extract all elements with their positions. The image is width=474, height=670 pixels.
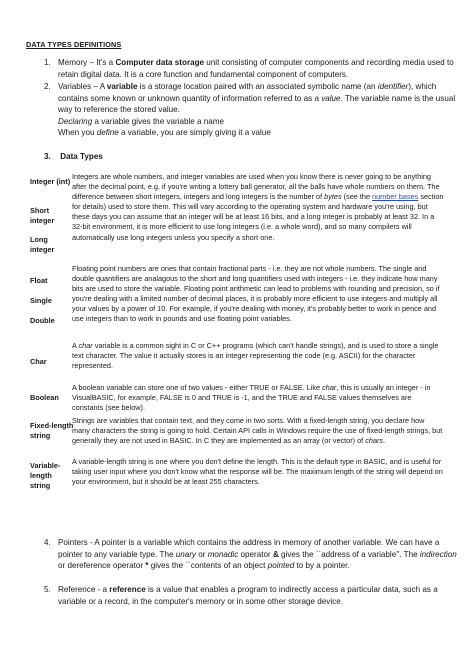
label-variable-length-string: Variable-length string [30, 461, 61, 490]
italic-text: define [96, 128, 119, 137]
text-run: operator [238, 549, 273, 559]
text-run: Pointers - A pointer is a variable which contains the address in memory of another variable. We can have a pointer to any variable type. The [58, 538, 440, 559]
text-run: (see the [341, 192, 373, 202]
paragraph-variable-length-string [72, 457, 444, 487]
label-float: Float [30, 276, 48, 285]
label-double: Double [30, 316, 55, 325]
section-number: 3. [44, 152, 51, 161]
defining-text [58, 127, 458, 139]
italic-text: unary [175, 549, 196, 559]
italic-text: bytes [324, 192, 342, 202]
text-run: A boolean variable can store one of two values - either TRUE or FALSE. Like [72, 383, 323, 392]
italic-text: char [322, 383, 337, 392]
text-run: a variable, you are simply giving it a value [118, 128, 271, 137]
number-bases-link[interactable]: number bases [372, 192, 419, 202]
label-boolean: Boolean [30, 393, 59, 402]
text-run: , this is usually an integer - in VisualBASIC, for example, FALSE is 0 and TRUE is -1, and the TRUE and FALSE values themselves are constants (see below). [72, 383, 431, 413]
text-run: section for details) used to store them. This will vary according to the operating system and hardware you're using, but these days you can assume that an integer will be at least 16 bits, and a long integer is probably at least 32. In a 32-bit environment, it is more efficient to use long integers (i.e. a whole word), and so many compilers will automatically use long integers unless you specify a short one. [72, 192, 444, 242]
list-text [58, 537, 458, 572]
text-run: When you [58, 128, 97, 137]
section-heading-data-types [44, 152, 103, 161]
italic-text: char [78, 341, 93, 350]
italic-text: chars [365, 436, 384, 446]
text-run: is a storage location paired with an associated symbolic name (an [137, 82, 378, 91]
paragraph-char [72, 341, 444, 371]
bold-text: & [272, 549, 279, 559]
bold-text: Computer data storage [115, 58, 205, 67]
bold-text: * [145, 561, 149, 571]
text-run: Strings are variables that contain text, and they come in two sorts. With a fixed-length string, you declare how many characters the string is going to hold. Certain API calls in Windows require the use of fixed-length strings, but generally they are not used in BASIC. In C they are implemented as an array (or vector) of [72, 416, 443, 446]
text-run: A variable-length string is one where you don't define the length. This is the default type in BASIC, and is useful for taking user input where you don't know what the response will be. The maximum length of the string will depend on your environment, but it should be at least 255 characters. [72, 457, 443, 487]
italic-text: identifier [377, 82, 409, 91]
label-single: Single [30, 296, 52, 305]
list-text [58, 81, 458, 116]
label-integer: Integer (int) [30, 177, 71, 186]
label-long-integer: Long integer [30, 235, 55, 254]
list-number: 2. [44, 82, 51, 91]
italic-text: indirection [419, 549, 457, 559]
paragraph-integer [72, 172, 444, 243]
text-run: Floating point numbers are ones that contain fractional parts - i.e. they are not whole numbers. The single and double quantifiers are analagous to the short and long quantifiers used with integers - i.e. they indicate how many bits are used to store the variable. Floating point arithmetic can lead to problems with rounding and precision, so if you're dealing with a limited number of decimal places, it is probably more efficient to use integers and multiply all your values by a power of 10. For example, if you're dealing with money, it's probably better to work in pence and use integers than to work in pounds and use floating point variables. [72, 264, 440, 324]
italic-text: monadic [207, 549, 239, 559]
text-run: or dereference operator [58, 561, 146, 571]
text-run: . The variable name is the usual way to reference the stored value. [58, 93, 456, 115]
italic-text: value [321, 93, 341, 103]
list-text [58, 584, 458, 607]
text-run: Reference - a [58, 585, 110, 594]
label-char: Char [30, 357, 47, 366]
bold-text: variable [106, 82, 138, 91]
paragraph-float [72, 264, 444, 325]
paragraph-boolean [72, 383, 444, 413]
section-title: Data Types [60, 152, 103, 161]
text-run: to by a pointer. [294, 561, 350, 571]
text-run: Memory – It’s a [58, 58, 116, 67]
list-text [58, 57, 458, 80]
italic-text: Declaring [58, 117, 93, 126]
italic-text: pointed [267, 561, 295, 571]
text-run: gives the ``address of a variable''. The [278, 549, 420, 559]
document-title: DATA TYPES DEFINITIONS [26, 40, 122, 49]
text-run: is a value that enables a program to indirectly access a particular data, such as a variable or a record, in the computer's memory or in some other storage device. [58, 585, 438, 606]
list-number: 4. [44, 538, 51, 547]
text-run: gives the ``contents of an object [148, 561, 268, 571]
text-run: or [195, 549, 208, 559]
bold-text: reference [109, 585, 146, 594]
paragraph-fixed-length-string [72, 416, 444, 446]
list-number: 1. [44, 58, 51, 67]
text-run: variable is a common sight in C or C++ programs (which can't handle strings), and is used to store a single text character. The value it actually stores is an integer representing the code (e.g. ASCII) for the character represented. [72, 341, 439, 371]
text-run: Variables – A [58, 82, 107, 91]
list-number: 5. [44, 585, 51, 594]
text-run: unit consisting of computer components and recording media used to retain digital data. It is a core function and fundamental component of computers. [58, 58, 454, 79]
text-run: . [383, 436, 386, 446]
label-fixed-length-string: Fixed-length string [30, 421, 74, 440]
declaring-text [58, 116, 458, 128]
text-run: Integers are whole numbers, and integer variables are used when you know there is never going to be anything after the decimal point, e.g. if you're writing a lottery ball generator, all the balls have whole numbers on them. The difference between short integers, integers and long integers is the number of [72, 172, 440, 202]
text-run: a variable gives the variable a name [92, 117, 225, 126]
label-short-integer: Short integer [30, 206, 55, 225]
text-run: A [72, 341, 79, 350]
text-run: ), which contains some known or unknown quantity of information referred to as a [58, 82, 437, 103]
